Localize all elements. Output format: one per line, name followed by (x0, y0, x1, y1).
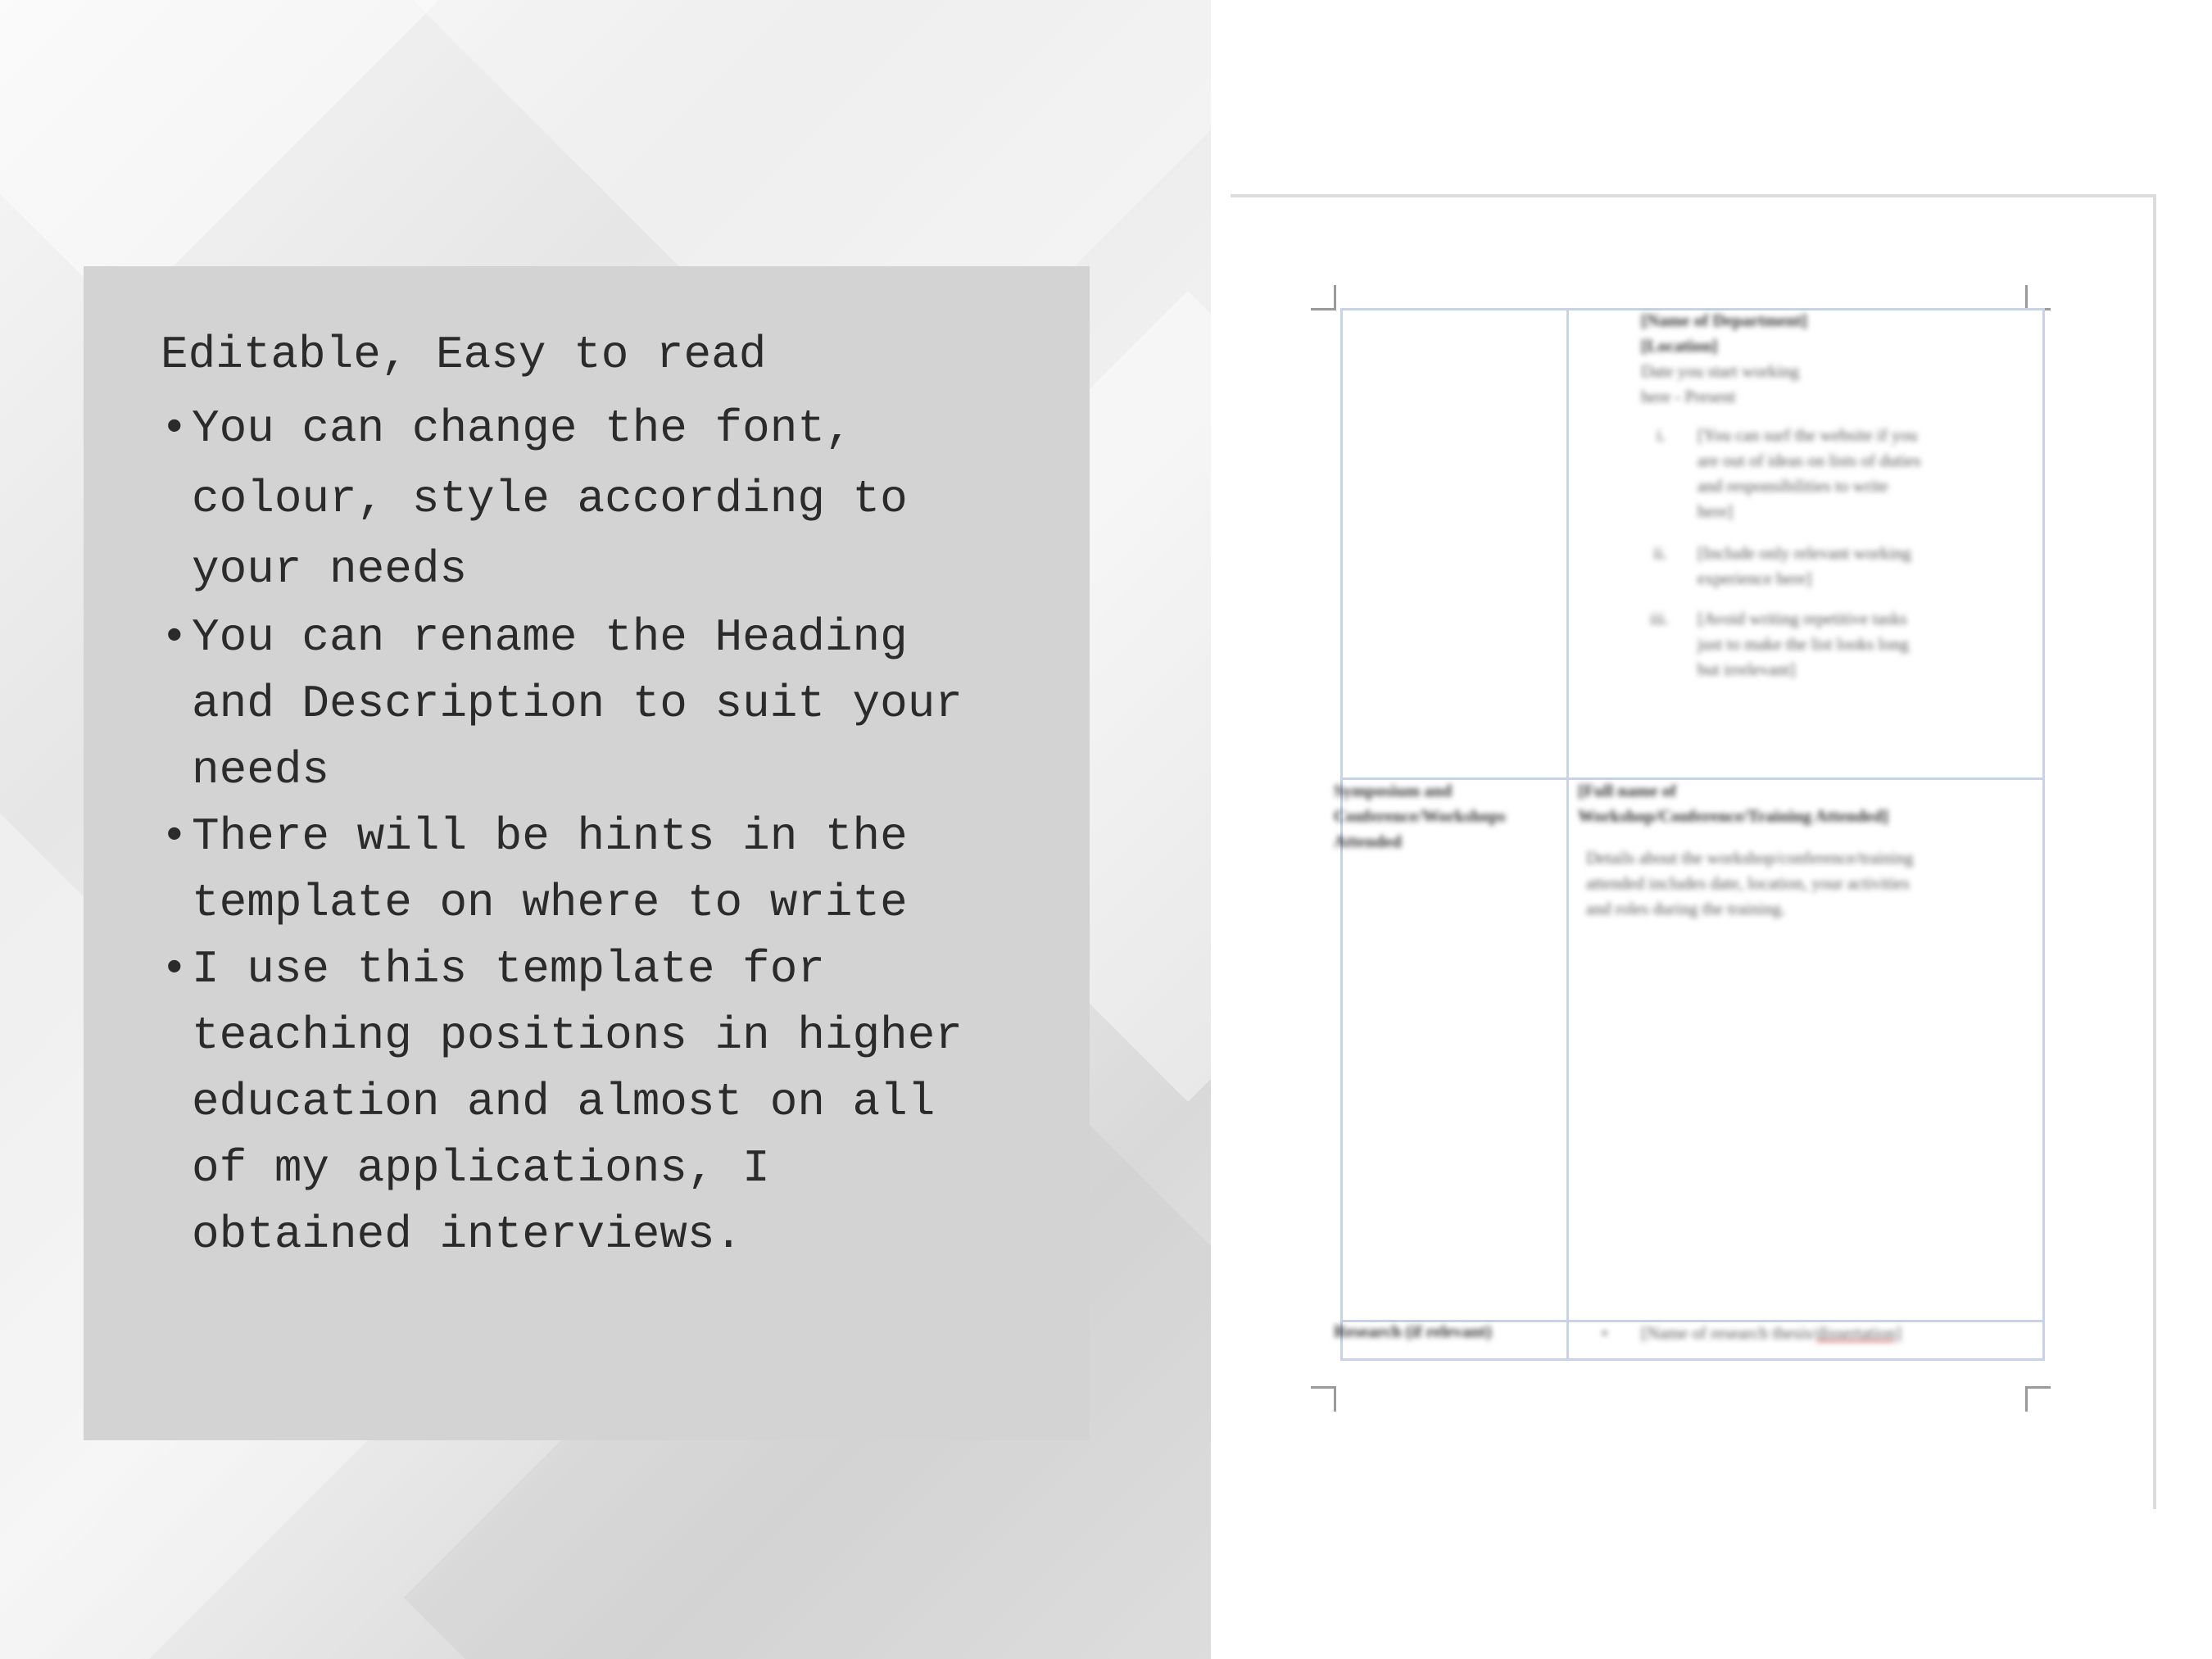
doc-item-line: experience here] (1698, 569, 1812, 588)
list-item-line: You can change the font, (192, 402, 853, 455)
crop-mark-icon (1311, 1386, 1336, 1412)
list-item-line: education and almost on all (192, 1076, 936, 1128)
list-item-line: needs (192, 744, 330, 796)
list-item-line: colour, style according to (192, 473, 908, 525)
doc-item-line: [Avoid writing repetitive tasks (1698, 609, 1907, 628)
doc-research-text: [Name of research thesis/ (1641, 1323, 1816, 1343)
doc-item-line: [Include only relevant working (1698, 543, 1911, 563)
doc-row-label: Conference/Workshops (1334, 806, 1506, 826)
doc-item-line: just to make the list looks long (1698, 634, 1909, 654)
doc-location: [Location] (1641, 336, 1718, 356)
info-heading: Editable, Easy to read (161, 329, 767, 381)
list-item-line: and Description to suit your (192, 678, 963, 730)
list-item-line: I use this template for (192, 943, 825, 995)
crop-mark-icon (2025, 285, 2051, 310)
doc-research-underlined: dissertation] (1816, 1323, 1902, 1343)
list-item-line: template on where to write (192, 877, 908, 929)
doc-research-item (1641, 1321, 1902, 1346)
bullet-icon: • (161, 402, 188, 455)
doc-item-line: but irrelevant] (1698, 660, 1796, 679)
list-item-line: There will be hints in the (192, 810, 908, 863)
doc-item-number: iii. (1650, 609, 1669, 628)
doc-date-line: here - Present (1641, 387, 1736, 406)
doc-workshop-details: Details about the workshop/conference/training (1586, 848, 1914, 868)
doc-item-line: are out of ideas on lists of duties (1698, 451, 1921, 470)
document-table (1340, 308, 2045, 1361)
doc-date-line: Date you start working (1641, 361, 1800, 381)
crop-mark-icon (1311, 285, 1336, 310)
list-item-line: You can rename the Heading (192, 611, 908, 664)
doc-item-number: i. (1657, 425, 1666, 445)
doc-row-label: Symposium and (1334, 781, 1453, 800)
list-item (161, 804, 1045, 936)
list-item-line: your needs (192, 543, 468, 596)
doc-workshop-details: attended includes date, location, your activities (1586, 873, 1910, 893)
doc-research-label: Research (if relevant) (1334, 1321, 1492, 1341)
bullet-icon: • (161, 810, 188, 863)
bullet-icon: • (161, 943, 188, 995)
doc-item-line: and responsibilities to write (1698, 476, 1888, 496)
crop-mark-icon (2025, 1386, 2051, 1412)
doc-dept-name: [Name of Department] (1641, 310, 1807, 330)
feature-list (161, 393, 1045, 1268)
doc-item-line: here] (1698, 501, 1734, 521)
list-item (161, 605, 1045, 804)
doc-item-line: [You can surf the website if you (1698, 425, 1918, 445)
list-item (161, 936, 1045, 1268)
list-item (161, 393, 1045, 605)
list-item-line: obtained interviews. (192, 1208, 743, 1261)
doc-workshop-details: and roles during the training. (1586, 899, 1786, 918)
bullet-icon: • (161, 611, 188, 664)
table-column-divider (1566, 310, 1569, 1358)
doc-workshop-title: Workshop/Conference/Training Attended] (1578, 806, 1888, 826)
list-item-line: teaching positions in higher (192, 1009, 963, 1062)
doc-item-number: ii. (1653, 543, 1667, 563)
doc-row-label: Attended (1334, 832, 1402, 851)
doc-workshop-title: [Full name of (1578, 781, 1677, 800)
list-item-line: of my applications, I (192, 1142, 770, 1194)
doc-bullet-icon: • (1602, 1323, 1608, 1343)
